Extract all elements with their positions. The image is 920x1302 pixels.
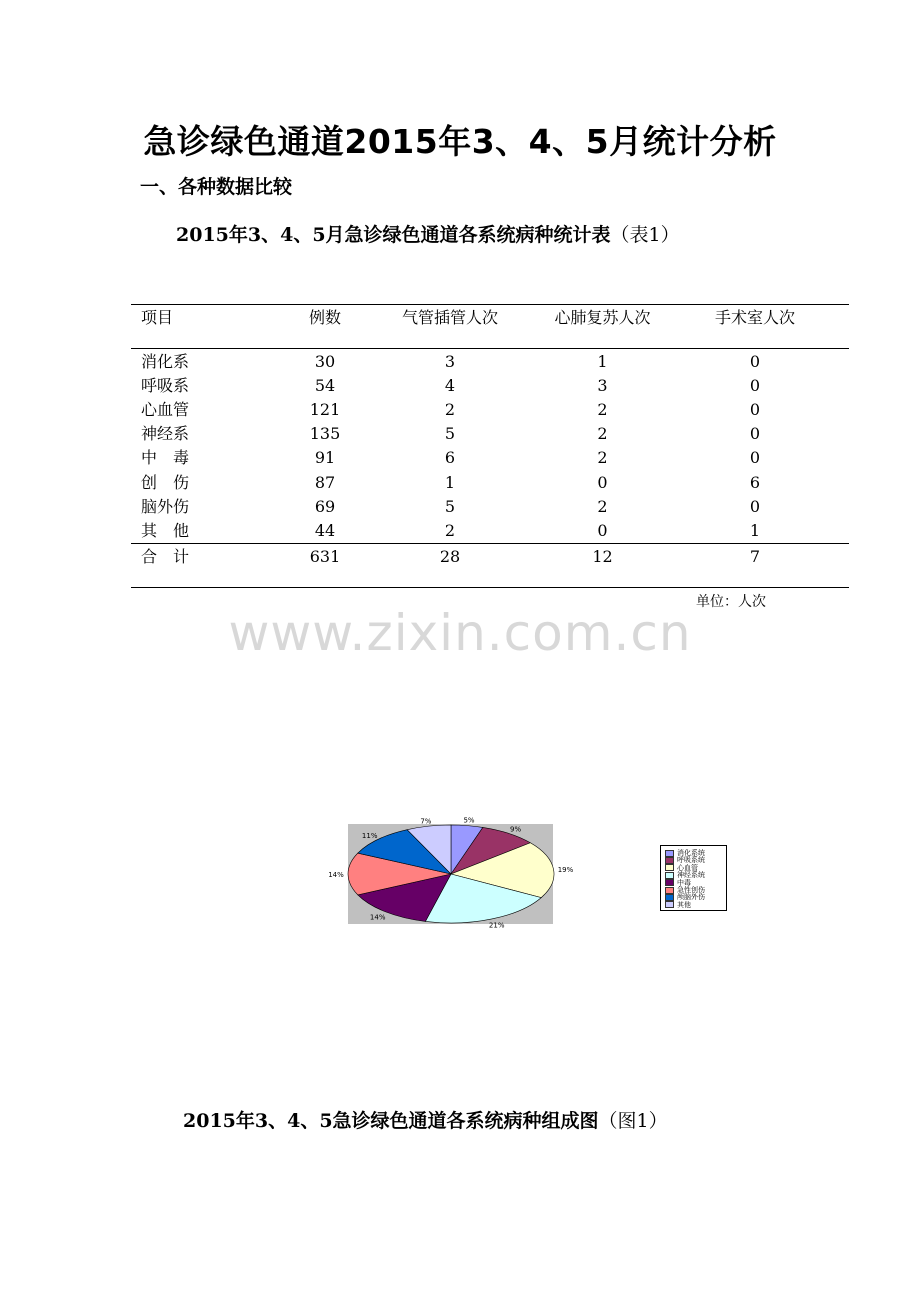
table-row-0-cell-4: 0 — [749, 352, 761, 371]
table-row-5-cell-1: 87 — [314, 473, 336, 492]
table-row-5-cell-2: 1 — [444, 473, 456, 492]
table-row-6-cell-3: 2 — [597, 497, 608, 516]
table-row-5-cell-4: 6 — [749, 473, 761, 492]
document-title: 急诊绿色通道2015年3、4、5月统计分析 — [143, 122, 777, 161]
pie-label-3: 21% — [488, 921, 505, 930]
table-row-3-cell-1: 135 — [309, 424, 341, 443]
legend-label-3: 神经系统 — [677, 871, 705, 880]
table-row-6-cell-1: 69 — [314, 497, 336, 516]
legend-label-5: 急性创伤 — [677, 886, 705, 894]
table-total-cell-1: 631 — [309, 547, 341, 566]
table-row-4-cell-4: 0 — [749, 448, 761, 467]
table-row-2-cell-3: 2 — [597, 400, 608, 419]
table-row-6-cell-4: 0 — [749, 497, 761, 516]
table-row-0-cell-2: 3 — [444, 352, 456, 371]
pie-label-6: 11% — [361, 832, 378, 841]
table-row-0-cell-1: 30 — [314, 352, 336, 371]
table-total-cell-0: 合 计 — [141, 547, 190, 566]
pie-label-1: 9% — [510, 825, 522, 834]
table-caption-text: 2015年3、4、5月急诊绿色通道各系统病种统计表 — [176, 224, 611, 246]
table-row-3-cell-4: 0 — [749, 424, 761, 443]
table-row-4-cell-1: 91 — [314, 448, 336, 467]
table-row-1-cell-1: 54 — [314, 376, 336, 395]
table-row-7-cell-4: 1 — [749, 521, 761, 540]
table-row-2-cell-0: 心血管 — [141, 400, 190, 419]
table-row-2-cell-1: 121 — [309, 400, 341, 419]
unit-note: 单位：人次 — [696, 594, 766, 610]
table-caption-number: （表1） — [610, 224, 680, 246]
table-total-rule — [131, 543, 849, 544]
table-row-4-cell-2: 6 — [444, 448, 456, 467]
pie-label-0: 5% — [463, 816, 475, 825]
pie-label-7: 7% — [420, 817, 432, 826]
table-row-4-cell-0: 中 毒 — [141, 448, 190, 467]
pie-label-5: 14% — [328, 871, 344, 879]
pie-label-2: 19% — [557, 865, 574, 874]
legend-label-7: 其他 — [677, 900, 691, 909]
table-row-2-cell-4: 0 — [749, 400, 761, 419]
table-row-1-cell-4: 0 — [749, 376, 761, 395]
table-row-1-cell-3: 3 — [597, 376, 608, 395]
figure-caption-text: 2015年3、4、5急诊绿色通道各系统病种组成图 — [183, 1110, 599, 1132]
table-total-cell-2: 28 — [439, 547, 461, 566]
table-header-cell-1: 例数 — [308, 308, 341, 327]
table-top-rule — [131, 304, 849, 305]
table-header-cell-3: 心肺复苏人次 — [554, 308, 651, 327]
legend-item-7 — [665, 901, 691, 909]
table-row-2-cell-2: 2 — [444, 400, 456, 419]
figure-caption — [183, 1106, 668, 1133]
table-row-3-cell-0: 神经系 — [141, 424, 190, 443]
table-header-cell-4: 手术室人次 — [714, 308, 795, 327]
watermark: www.zixin.com.cn — [228, 604, 692, 662]
table-row-1-cell-0: 呼吸系 — [141, 376, 190, 395]
figure-caption-number: （图1） — [598, 1110, 668, 1132]
table-bottom-rule — [131, 587, 849, 588]
legend-label-6: 颅脑外伤 — [677, 893, 705, 902]
legend-label-1: 呼吸系统 — [677, 856, 705, 865]
table-caption — [176, 220, 680, 247]
pie-chart — [320, 812, 574, 932]
table-row-0-cell-0: 消化系 — [141, 352, 190, 371]
table-row-6-cell-0: 脑外伤 — [141, 497, 190, 516]
table-row-5-cell-0: 创 伤 — [141, 473, 190, 492]
table-header-cell-2: 气管插管人次 — [401, 308, 498, 327]
table-row-5-cell-3: 0 — [597, 473, 608, 492]
chart-legend — [660, 845, 727, 911]
table-row-7-cell-2: 2 — [444, 521, 456, 540]
table-row-6-cell-2: 5 — [444, 497, 456, 516]
table-total-cell-4: 7 — [749, 547, 761, 566]
table-total-cell-3: 12 — [592, 547, 613, 566]
table-row-7-cell-0: 其 他 — [141, 521, 190, 540]
legend-label-4: 中毒 — [677, 878, 691, 887]
legend-label-0: 消化系统 — [677, 849, 705, 857]
table-row-3-cell-3: 2 — [597, 424, 608, 443]
pie-label-4: 14% — [369, 913, 386, 922]
section-heading: 一、各种数据比较 — [140, 176, 293, 198]
legend-label-2: 心血管 — [677, 863, 698, 872]
table-row-4-cell-3: 2 — [597, 448, 608, 467]
legend-swatch-7 — [665, 901, 674, 908]
table-header-cell-0: 项目 — [141, 308, 174, 327]
table-row-7-cell-3: 0 — [597, 521, 608, 540]
table-row-0-cell-3: 1 — [597, 352, 608, 371]
table-header-rule — [131, 348, 849, 349]
table-row-1-cell-2: 4 — [444, 376, 456, 395]
table-row-7-cell-1: 44 — [314, 521, 336, 540]
table-row-3-cell-2: 5 — [444, 424, 456, 443]
